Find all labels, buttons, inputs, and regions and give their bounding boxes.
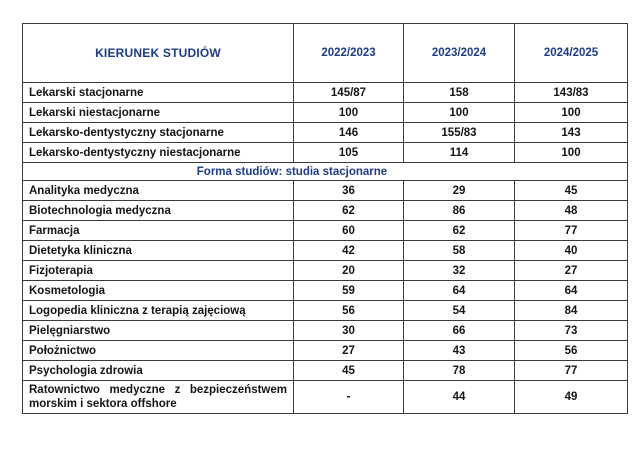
value-cell-2022-2023: - xyxy=(294,381,404,414)
section-row xyxy=(23,163,628,181)
value-cell-2023-2024: 78 xyxy=(404,361,515,381)
column-header-year-2024-2025: 2024/2025 xyxy=(515,24,628,83)
table-row xyxy=(23,341,628,361)
value-cell-2024-2025: 143 xyxy=(515,123,628,143)
value-cell-2023-2024: 43 xyxy=(404,341,515,361)
value-cell-2022-2023: 59 xyxy=(294,281,404,301)
table-row xyxy=(23,301,628,321)
table-row xyxy=(23,83,628,103)
value-cell-2024-2025: 40 xyxy=(515,241,628,261)
value-cell-2024-2025: 56 xyxy=(515,341,628,361)
program-name-cell: Lekarski stacjonarne xyxy=(23,83,294,103)
program-name-cell: Biotechnologia medyczna xyxy=(23,201,294,221)
medical-programs-group xyxy=(23,83,628,163)
value-cell-2023-2024: 100 xyxy=(404,103,515,123)
value-cell-2024-2025: 143/83 xyxy=(515,83,628,103)
table-header-row xyxy=(23,24,628,83)
value-cell-2024-2025: 73 xyxy=(515,321,628,341)
program-name-cell: Lekarski niestacjonarne xyxy=(23,103,294,123)
value-cell-2023-2024: 62 xyxy=(404,221,515,241)
table-row xyxy=(23,241,628,261)
value-cell-2022-2023: 100 xyxy=(294,103,404,123)
admissions-limits-table xyxy=(22,23,628,414)
program-name-cell: Lekarsko-dentystyczny niestacjonarne xyxy=(23,143,294,163)
program-name-cell: Kosmetologia xyxy=(23,281,294,301)
program-name-cell: Pielęgniarstwo xyxy=(23,321,294,341)
value-cell-2024-2025: 100 xyxy=(515,103,628,123)
value-cell-2023-2024: 29 xyxy=(404,181,515,201)
column-header-year-2022-2023: 2022/2023 xyxy=(294,24,404,83)
value-cell-2022-2023: 146 xyxy=(294,123,404,143)
value-cell-2023-2024: 54 xyxy=(404,301,515,321)
value-cell-2022-2023: 20 xyxy=(294,261,404,281)
program-name-cell: Farmacja xyxy=(23,221,294,241)
program-name-cell: Dietetyka kliniczna xyxy=(23,241,294,261)
value-cell-2023-2024: 64 xyxy=(404,281,515,301)
value-cell-2022-2023: 105 xyxy=(294,143,404,163)
value-cell-2023-2024: 86 xyxy=(404,201,515,221)
value-cell-2023-2024: 155/83 xyxy=(404,123,515,143)
value-cell-2022-2023: 36 xyxy=(294,181,404,201)
value-cell-2024-2025: 77 xyxy=(515,361,628,381)
program-name-cell: Fizjoterapia xyxy=(23,261,294,281)
table-row xyxy=(23,143,628,163)
table-row xyxy=(23,201,628,221)
table-row xyxy=(23,361,628,381)
value-cell-2023-2024: 66 xyxy=(404,321,515,341)
column-header-year-2023-2024: 2023/2024 xyxy=(404,24,515,83)
value-cell-2024-2025: 49 xyxy=(515,381,628,414)
program-name-cell: Psychologia zdrowia xyxy=(23,361,294,381)
table-row xyxy=(23,381,628,414)
table-row xyxy=(23,103,628,123)
section-title: Forma studiów: studia stacjonarne xyxy=(23,163,628,181)
value-cell-2022-2023: 42 xyxy=(294,241,404,261)
value-cell-2024-2025: 100 xyxy=(515,143,628,163)
value-cell-2024-2025: 64 xyxy=(515,281,628,301)
value-cell-2022-2023: 62 xyxy=(294,201,404,221)
program-name-cell: Analityka medyczna xyxy=(23,181,294,201)
table-row xyxy=(23,321,628,341)
value-cell-2024-2025: 84 xyxy=(515,301,628,321)
value-cell-2022-2023: 145/87 xyxy=(294,83,404,103)
table-row xyxy=(23,281,628,301)
value-cell-2022-2023: 56 xyxy=(294,301,404,321)
value-cell-2022-2023: 45 xyxy=(294,361,404,381)
column-header-program: KIERUNEK STUDIÓW xyxy=(23,24,294,83)
value-cell-2023-2024: 32 xyxy=(404,261,515,281)
table-row xyxy=(23,261,628,281)
stationary-programs-group xyxy=(23,181,628,414)
value-cell-2023-2024: 158 xyxy=(404,83,515,103)
table-row xyxy=(23,221,628,241)
program-name-cell: Logopedia kliniczna z terapią zajęciową xyxy=(23,301,294,321)
section-group xyxy=(23,163,628,181)
value-cell-2023-2024: 114 xyxy=(404,143,515,163)
value-cell-2022-2023: 60 xyxy=(294,221,404,241)
value-cell-2024-2025: 27 xyxy=(515,261,628,281)
program-name-cell: Ratownictwo medyczne z bezpieczeństwem morskim i sektora offshore xyxy=(23,381,294,414)
table-row xyxy=(23,123,628,143)
value-cell-2024-2025: 45 xyxy=(515,181,628,201)
program-name-cell: Położnictwo xyxy=(23,341,294,361)
value-cell-2023-2024: 44 xyxy=(404,381,515,414)
program-name-cell: Lekarsko-dentystyczny stacjonarne xyxy=(23,123,294,143)
table-row xyxy=(23,181,628,201)
value-cell-2024-2025: 77 xyxy=(515,221,628,241)
value-cell-2022-2023: 27 xyxy=(294,341,404,361)
value-cell-2022-2023: 30 xyxy=(294,321,404,341)
value-cell-2024-2025: 48 xyxy=(515,201,628,221)
value-cell-2023-2024: 58 xyxy=(404,241,515,261)
